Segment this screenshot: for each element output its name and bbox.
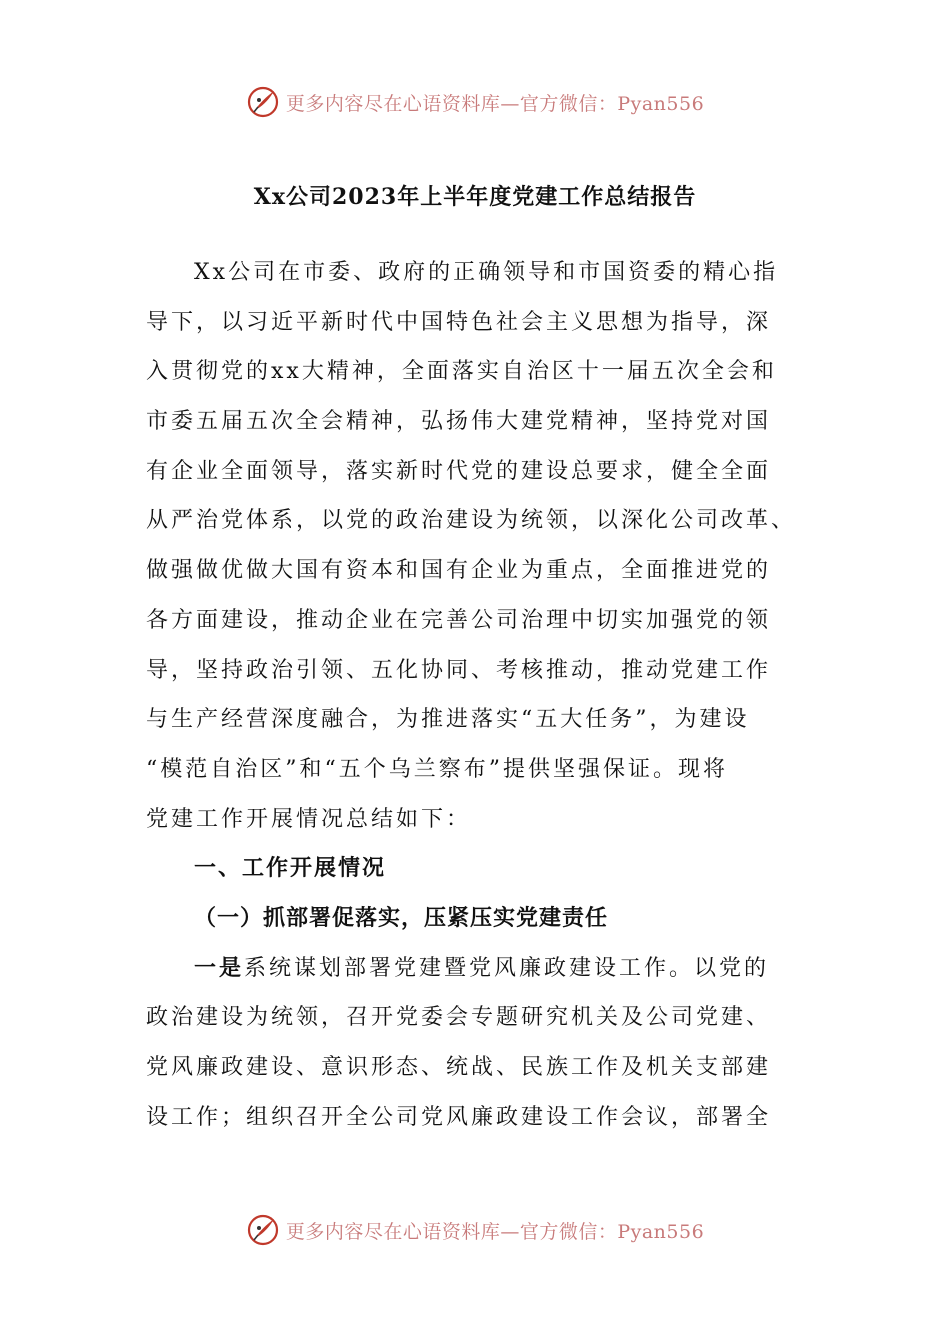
quill-logo-icon <box>246 1213 280 1247</box>
item-line: 党风廉政建设、意识形态、统战、民族工作及机关支部建 <box>146 1055 772 1080</box>
intro-line: 有企业全面领导，落实新时代党的建设总要求，健全全面 <box>146 458 772 484</box>
intro-line: 导下，以习近平新时代中国特色社会主义思想为指导，深 <box>146 309 772 335</box>
item-first-line-text: 系统谋划部署党建暨党风廉政建设工作。以党的 <box>244 955 770 981</box>
watermark-text: 更多内容尽在心语资料库—官方微信：Pyan556 <box>285 92 705 115</box>
document-body <box>146 248 806 1142</box>
watermark-text: 更多内容尽在心语资料库—官方微信：Pyan556 <box>285 1220 705 1243</box>
intro-line: 党建工作开展情况总结如下： <box>146 806 472 832</box>
subsection-heading: （一）抓部署促落实，压紧压实党建责任 <box>194 904 609 931</box>
watermark-header <box>0 82 950 122</box>
intro-line: “模范自治区”和“五个乌兰察布”提供坚强保证。现将 <box>146 756 728 782</box>
item-line: 设工作；组织召开全公司党风廉政建设工作会议，部署全 <box>146 1104 772 1130</box>
item-first-line <box>146 944 806 994</box>
quill-logo-icon <box>246 85 280 119</box>
intro-line: Xx公司在市委、政府的正确领导和市国资委的精心指 <box>194 260 779 285</box>
intro-line: 导，坚持政治引领、五化协同、考核推动，推动党建工作 <box>146 657 772 683</box>
document-title: Xx公司2023年上半年度党建工作总结报告 <box>253 184 697 210</box>
intro-line: 市委五届五次全会精神，弘扬伟大建党精神，坚持党对国 <box>146 409 772 435</box>
item-line: 政治建设为统领，召开党委会专题研究机关及公司党建、 <box>146 1005 772 1031</box>
watermark-footer <box>0 1210 950 1250</box>
intro-line: 从严治党体系，以党的政治建设为统领，以深化公司改革、 <box>146 508 797 534</box>
intro-line: 各方面建设，推动企业在完善公司治理中切实加强党的领 <box>146 607 772 633</box>
section-heading: 一、工作开展情况 <box>194 855 387 882</box>
intro-line: 入贯彻党的xx大精神，全面落实自治区十一届五次全会和 <box>146 359 777 385</box>
intro-line: 做强做优做大国有资本和国有企业为重点，全面推进党的 <box>146 558 772 584</box>
intro-line: 与生产经营深度融合，为推进落实“五大任务”，为建设 <box>146 707 750 733</box>
item-lead: 一是 <box>194 954 245 981</box>
